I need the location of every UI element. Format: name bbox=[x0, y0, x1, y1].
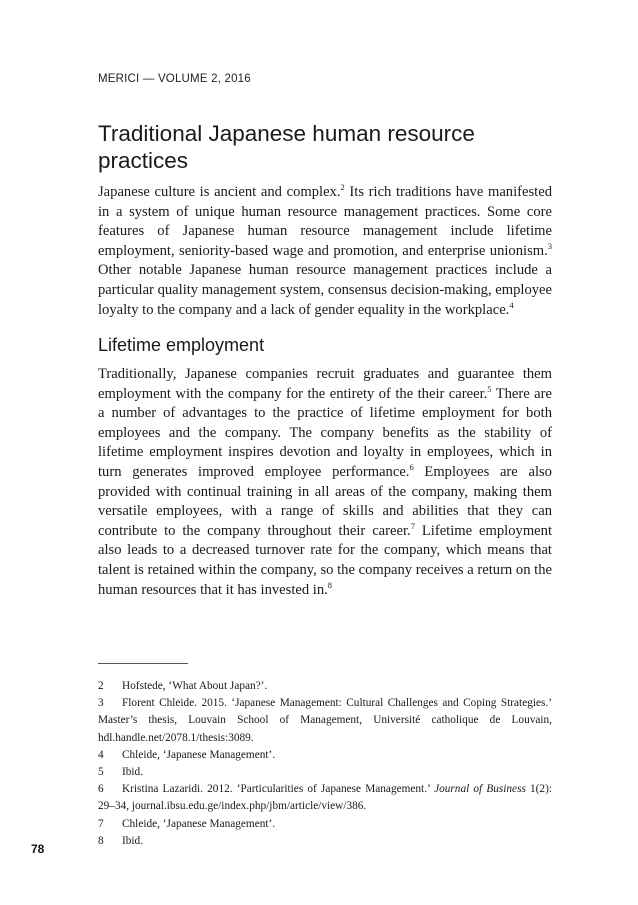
subsection-title: Lifetime employment bbox=[98, 335, 265, 355]
footnote bbox=[98, 695, 552, 747]
footnote-text: Ibid. bbox=[122, 834, 144, 847]
footnote-text: Ibid. bbox=[122, 766, 144, 779]
footnote-text: Chleide, ‘Japanese Management’. bbox=[122, 817, 276, 830]
page-number: 78 bbox=[31, 842, 45, 856]
paragraph-text: Lifetime employment also leads to a decreased turnover rate for the company, which means that talent is retained within the company, so the company receives a return on the human resources that it has invested in. bbox=[98, 522, 552, 598]
paragraph-text: Japanese culture is ancient and complex. bbox=[98, 184, 341, 200]
footnote-divider bbox=[98, 663, 188, 664]
footnote-text: 1(2): 29–34, journal.ibsu.edu.ge/index.php/jbm/article/view/386. bbox=[98, 783, 552, 813]
section-title: Traditional Japanese human resource practices bbox=[98, 121, 475, 173]
footnote-ref[interactable]: 7 bbox=[410, 520, 415, 531]
paragraph-text: Employees are also provided with continual training in all areas of the company, making them versatile employees, with a range of skills and abilities that they can contribute to the company throughout their career. bbox=[98, 463, 552, 539]
paragraph-text: Traditionally, Japanese companies recruit graduates and guarantee them employment with the company for the entirety of the their career. bbox=[98, 366, 552, 402]
running-head: MERICI — VOLUME 2, 2016 bbox=[98, 73, 251, 85]
footnote-number: 5 bbox=[98, 766, 104, 779]
body-paragraph-lifetime-employment bbox=[98, 365, 552, 600]
footnote-text: Florent Chleide. 2015. ‘Japanese Management: Cultural Challenges and Coping Strategies.’ Master’s thesis, Louvain School of Management, Université catholique de Louvain, hdl.handle.net/2078.1/thesis:3089. bbox=[98, 697, 552, 744]
paragraph-text: Other notable Japanese human resource management practices include a particular quality management system, consensus decision-making, employee loyalty to the company and a lack of gender equality in the workplace. bbox=[98, 262, 552, 318]
footnote-journal-title: Journal of Business bbox=[434, 783, 526, 796]
footnote-text: Chleide, ‘Japanese Management’. bbox=[122, 748, 276, 761]
footnote-ref[interactable]: 6 bbox=[409, 462, 414, 473]
footnote-number: 7 bbox=[98, 817, 104, 830]
footnote-ref[interactable]: 8 bbox=[327, 579, 333, 590]
footnote bbox=[98, 747, 552, 764]
footnotes bbox=[98, 678, 552, 850]
footnote-number: 4 bbox=[98, 748, 104, 761]
footnote-number: 6 bbox=[98, 783, 104, 796]
footnote-text: Hofstede, ‘What About Japan?’. bbox=[122, 680, 268, 692]
paragraph-text: There are a number of advantages to the practice of lifetime employment for both employees and the company. The company benefits as the stability of lifetime employment inspires devotion and loyalty in employees, which in turn generates improved employee performance. bbox=[98, 385, 552, 480]
footnote bbox=[98, 764, 552, 781]
footnote-ref[interactable]: 2 bbox=[340, 182, 345, 193]
footnote-ref[interactable]: 5 bbox=[487, 383, 492, 394]
footnote-number: 2 bbox=[98, 680, 104, 692]
footnote-number: 8 bbox=[98, 834, 104, 847]
footnote-number: 3 bbox=[98, 697, 104, 710]
footnote bbox=[98, 781, 552, 815]
body-paragraph-intro bbox=[98, 183, 552, 320]
footnote bbox=[98, 678, 552, 695]
footnote bbox=[98, 833, 552, 850]
footnote-ref[interactable]: 4 bbox=[509, 299, 514, 310]
paragraph-text: Its rich traditions have manifested in a system of unique human resource management practices. Some core features of Japanese human resource management include lifetime employment, seniority-based wage and promotion, and enterprise unionism. bbox=[98, 184, 552, 259]
footnote bbox=[98, 816, 552, 833]
footnote-text: Kristina Lazaridi. 2012. ‘Particularities of Japanese Management.’ bbox=[122, 783, 435, 796]
footnote-ref[interactable]: 3 bbox=[547, 240, 552, 251]
